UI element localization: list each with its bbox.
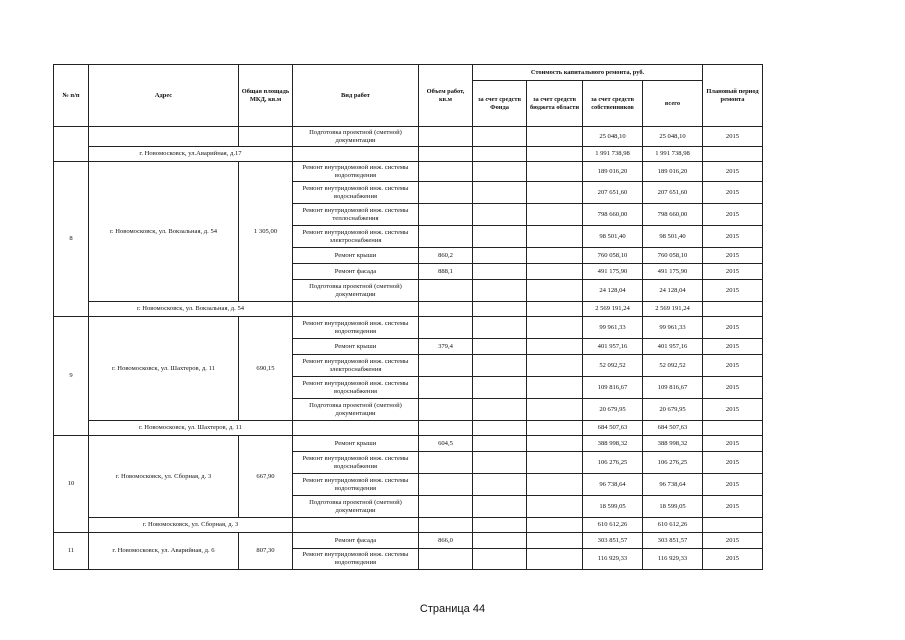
address-cell: г. Новомосковск, ул. Шахтеров, д. 11: [89, 317, 239, 421]
total-cost-cell: 99 961,33: [643, 317, 703, 339]
subtotal-total: 684 507,63: [643, 421, 703, 436]
period-cell: 2015: [703, 162, 763, 182]
owners-cost-cell: 491 175,90: [583, 264, 643, 280]
total-cost-cell: 20 679,95: [643, 399, 703, 421]
total-cost-cell: 106 276,25: [643, 452, 703, 474]
work-type-cell: Ремонт внутридомовой инж. системы электроснабжения: [293, 226, 419, 248]
col-header-total: всего: [643, 81, 703, 127]
subtotal-label: г. Новомосковск, ул. Сборная, д. 3: [89, 518, 293, 533]
col-header-period: Плановый период ремонта: [703, 65, 763, 127]
owners-cost-cell: 99 961,33: [583, 317, 643, 339]
total-cost-cell: 189 016,20: [643, 162, 703, 182]
period-cell: 2015: [703, 474, 763, 496]
col-header-num: № п/п: [54, 65, 89, 127]
total-cost-cell: 116 929,33: [643, 549, 703, 570]
subtotal-row: [54, 421, 763, 436]
total-cost-cell: 401 957,16: [643, 339, 703, 355]
address-cell: г. Новомосковск, ул. Аварийная, д. 6: [89, 533, 239, 570]
table-row: [54, 436, 763, 452]
work-type-cell: Подготовка проектной (сметной) документации: [293, 399, 419, 421]
period-cell: 2015: [703, 355, 763, 377]
row-number: 9: [54, 317, 89, 436]
period-cell: 2015: [703, 280, 763, 302]
work-type-cell: Ремонт внутридомовой инж. системы водоснабжения: [293, 452, 419, 474]
owners-cost-cell: 760 058,10: [583, 248, 643, 264]
total-cost-cell: 96 738,64: [643, 474, 703, 496]
subtotal-total: 1 991 738,98: [643, 147, 703, 162]
period-cell: 2015: [703, 549, 763, 570]
owners-cost-cell: 303 851,57: [583, 533, 643, 549]
col-header-cost-group: Стоимость капитального ремонта, руб.: [473, 65, 703, 81]
col-header-work: Вид работ: [293, 65, 419, 127]
total-cost-cell: 303 851,57: [643, 533, 703, 549]
address-cell: г. Новомосковск, ул. Сборная, д. 3: [89, 436, 239, 518]
work-type-cell: Ремонт внутридомовой инж. системы водоснабжения: [293, 377, 419, 399]
work-type-cell: Ремонт фасада: [293, 264, 419, 280]
area-cell: 807,30: [239, 533, 293, 570]
volume-cell: 379,4: [419, 339, 473, 355]
subtotal-label: г. Новомосковск, ул. Шахтеров, д. 11: [89, 421, 293, 436]
work-type-cell: Ремонт крыши: [293, 248, 419, 264]
owners-cost-cell: 98 501,40: [583, 226, 643, 248]
owners-cost-cell: 109 816,67: [583, 377, 643, 399]
subtotal-label: г. Новомосковск, ул. Вокзальная, д. 54: [89, 302, 293, 317]
owners-cost-cell: 116 929,33: [583, 549, 643, 570]
owners-cost-cell: 24 128,04: [583, 280, 643, 302]
subtotal-owners: 684 507,63: [583, 421, 643, 436]
volume-cell: 604,5: [419, 436, 473, 452]
period-cell: 2015: [703, 248, 763, 264]
owners-cost-cell: 189 016,20: [583, 162, 643, 182]
period-cell: 2015: [703, 399, 763, 421]
subtotal-row: [54, 147, 763, 162]
col-header-fund: за счет средств Фонда: [473, 81, 527, 127]
period-cell: 2015: [703, 377, 763, 399]
period-cell: 2015: [703, 339, 763, 355]
table-row: [54, 533, 763, 549]
total-cost-cell: 491 175,90: [643, 264, 703, 280]
work-type-cell: Ремонт фасада: [293, 533, 419, 549]
work-type-cell: Ремонт внутридомовой инж. системы теплоснабжения: [293, 204, 419, 226]
owners-cost-cell: 20 679,95: [583, 399, 643, 421]
period-cell: 2015: [703, 452, 763, 474]
period-cell: 2015: [703, 226, 763, 248]
owners-cost-cell: 207 651,60: [583, 182, 643, 204]
owners-cost-cell: 52 092,52: [583, 355, 643, 377]
period-cell: 2015: [703, 496, 763, 518]
owners-cost-cell: 388 998,32: [583, 436, 643, 452]
col-header-owners: за счет средств собственников: [583, 81, 643, 127]
row-number: 8: [54, 162, 89, 317]
subtotal-owners: 1 991 738,98: [583, 147, 643, 162]
work-type-cell: Ремонт крыши: [293, 339, 419, 355]
work-type-cell: Ремонт внутридомовой инж. системы водоотведения: [293, 549, 419, 570]
period-cell: 2015: [703, 533, 763, 549]
owners-cost-cell: 18 599,05: [583, 496, 643, 518]
owners-cost-cell: 798 660,00: [583, 204, 643, 226]
work-type-cell: Ремонт внутридомовой инж. системы водоотведения: [293, 162, 419, 182]
subtotal-owners: 2 569 191,24: [583, 302, 643, 317]
area-cell: 667,90: [239, 436, 293, 518]
area-cell: 690,15: [239, 317, 293, 421]
work-type-cell: Ремонт внутридомовой инж. системы водоотведения: [293, 317, 419, 339]
total-cost-cell: 798 660,00: [643, 204, 703, 226]
period-cell: 2015: [703, 436, 763, 452]
volume-cell: 860,2: [419, 248, 473, 264]
work-type-cell: Подготовка проектной (сметной) документации: [293, 280, 419, 302]
work-type-cell: Ремонт внутридомовой инж. системы водоотведения: [293, 474, 419, 496]
col-header-address: Адрес: [89, 65, 239, 127]
work-type-cell: Ремонт внутридомовой инж. системы электроснабжения: [293, 355, 419, 377]
owners-cost-cell: 106 276,25: [583, 452, 643, 474]
area-cell: 1 305,00: [239, 162, 293, 302]
owners-cost-cell: 401 957,16: [583, 339, 643, 355]
subtotal-owners: 610 612,26: [583, 518, 643, 533]
total-cost-cell: 207 651,60: [643, 182, 703, 204]
page-number-footer: Страница 44: [419, 603, 486, 615]
total-cost-cell: 98 501,40: [643, 226, 703, 248]
work-type-cell: Подготовка проектной (сметной) документации: [293, 127, 419, 147]
row-number: 10: [54, 436, 89, 533]
owners-cost-cell: 25 048,10: [583, 127, 643, 147]
col-header-volume: Объем работ, кв.м: [419, 65, 473, 127]
subtotal-total: 610 612,26: [643, 518, 703, 533]
period-cell: 2015: [703, 127, 763, 147]
work-type-cell: Ремонт крыши: [293, 436, 419, 452]
period-cell: 2015: [703, 182, 763, 204]
header-row-top: [54, 65, 763, 81]
col-header-budget: за счет средств бюджета области: [527, 81, 583, 127]
owners-cost-cell: 96 738,64: [583, 474, 643, 496]
volume-cell: 888,1: [419, 264, 473, 280]
row-number: 11: [54, 533, 89, 570]
total-cost-cell: 18 599,05: [643, 496, 703, 518]
repair-cost-table: [53, 64, 763, 570]
total-cost-cell: 52 092,52: [643, 355, 703, 377]
table-row: [54, 317, 763, 339]
work-type-cell: Ремонт внутридомовой инж. системы водоснабжения: [293, 182, 419, 204]
total-cost-cell: 25 048,10: [643, 127, 703, 147]
total-cost-cell: 388 998,32: [643, 436, 703, 452]
work-type-cell: Подготовка проектной (сметной) документации: [293, 496, 419, 518]
address-cell: г. Новомосковск, ул. Вокзальная, д. 54: [89, 162, 239, 302]
col-header-area: Общая площадь МКД, кв.м: [239, 65, 293, 127]
total-cost-cell: 109 816,67: [643, 377, 703, 399]
subtotal-label: г. Новомосковск, ул.Аварийная, д.17: [89, 147, 293, 162]
table-row: [54, 162, 763, 182]
table-row: [54, 127, 763, 147]
total-cost-cell: 24 128,04: [643, 280, 703, 302]
subtotal-row: [54, 518, 763, 533]
period-cell: 2015: [703, 204, 763, 226]
total-cost-cell: 760 058,10: [643, 248, 703, 264]
volume-cell: 866,0: [419, 533, 473, 549]
period-cell: 2015: [703, 264, 763, 280]
subtotal-total: 2 569 191,24: [643, 302, 703, 317]
period-cell: 2015: [703, 317, 763, 339]
subtotal-row: [54, 302, 763, 317]
